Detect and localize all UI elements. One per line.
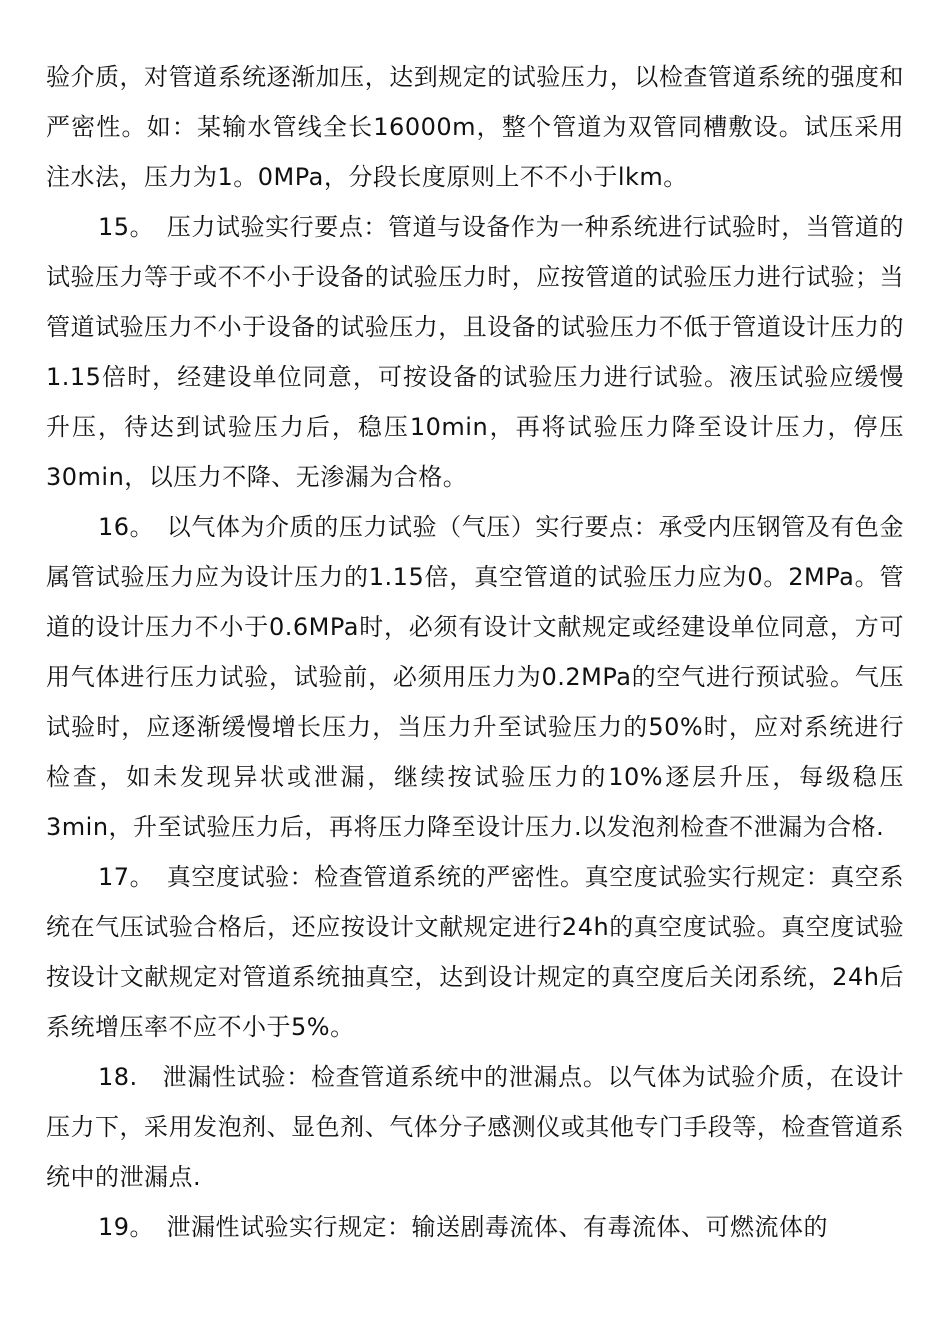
paragraph-18 (46, 1052, 904, 1202)
paragraph-text: 泄漏性试验：检查管道系统中的泄漏点。以气体为试验介质，在设计压力下，采用发泡剂、显色剂、气体分子感测仪或其他专门手段等，检查管道系统中的泄漏点. (46, 1063, 905, 1191)
paragraph-number: 18. (98, 1063, 138, 1091)
paragraph-number: 17。 (98, 863, 143, 891)
paragraph-text: 真空度试验：检查管道系统的严密性。真空度试验实行规定：真空系统在气压试验合格后，还应按设计文献规定进行24h的真空度试验。真空度试验按设计文献规定对管道系统抽真空，达到设计规定的真空度后关闭系统，24h后系统增压率不应不小于5%。 (46, 863, 905, 1041)
paragraph-text: 以气体为介质的压力试验（气压）实行要点：承受内压钢管及有色金属管试验压力应为设计压力的1.15倍，真空管道的试验压力应为0。2MPa。管道的设计压力不小于0.6MPa时，必须有设计文献规定或经建设单位同意，方可用气体进行压力试验，试验前，必须用压力为0.2MPa的空气进行预试验。气压试验时，应逐渐缓慢增长压力，当压力升至试验压力的50%时，应对系统进行检查，如未发现异状或泄漏，继续按试验压力的10%逐层升压，每级稳压3min，升至试验压力后，再将压力降至设计压力.以发泡剂检查不泄漏为合格. (46, 513, 905, 841)
paragraph-15 (46, 202, 904, 502)
paragraph-text: 泄漏性试验实行规定：输送剧毒流体、有毒流体、可燃流体的 (166, 1213, 829, 1241)
paragraph-text: 压力试验实行要点：管道与设备作为一种系统进行试验时，当管道的试验压力等于或不不小于设备的试验压力时，应按管道的试验压力进行试验；当管道试验压力不小于设备的试验压力，且设备的试验压力不低于管道设计压力的1.15倍时，经建设单位同意，可按设备的试验压力进行试验。液压试验应缓慢升压，待达到试验压力后，稳压10min，再将试验压力降至设计压力，停压30min，以压力不降、无渗漏为合格。 (46, 213, 905, 491)
paragraph-16 (46, 502, 904, 852)
paragraph-number: 16。 (98, 513, 143, 541)
paragraph-number: 19。 (98, 1213, 143, 1241)
paragraph-text: 验介质，对管道系统逐渐加压，达到规定的试验压力，以检查管道系统的强度和严密性。如：某输水管线全长16000m，整个管道为双管同槽敷设。试压采用注水法，压力为1。0MPa，分段长度原则上不不小于lkm。 (46, 63, 904, 191)
paragraph-19 (46, 1202, 904, 1252)
paragraph-continuation (46, 52, 904, 202)
paragraph-number: 15。 (98, 213, 143, 241)
paragraph-17 (46, 852, 904, 1052)
